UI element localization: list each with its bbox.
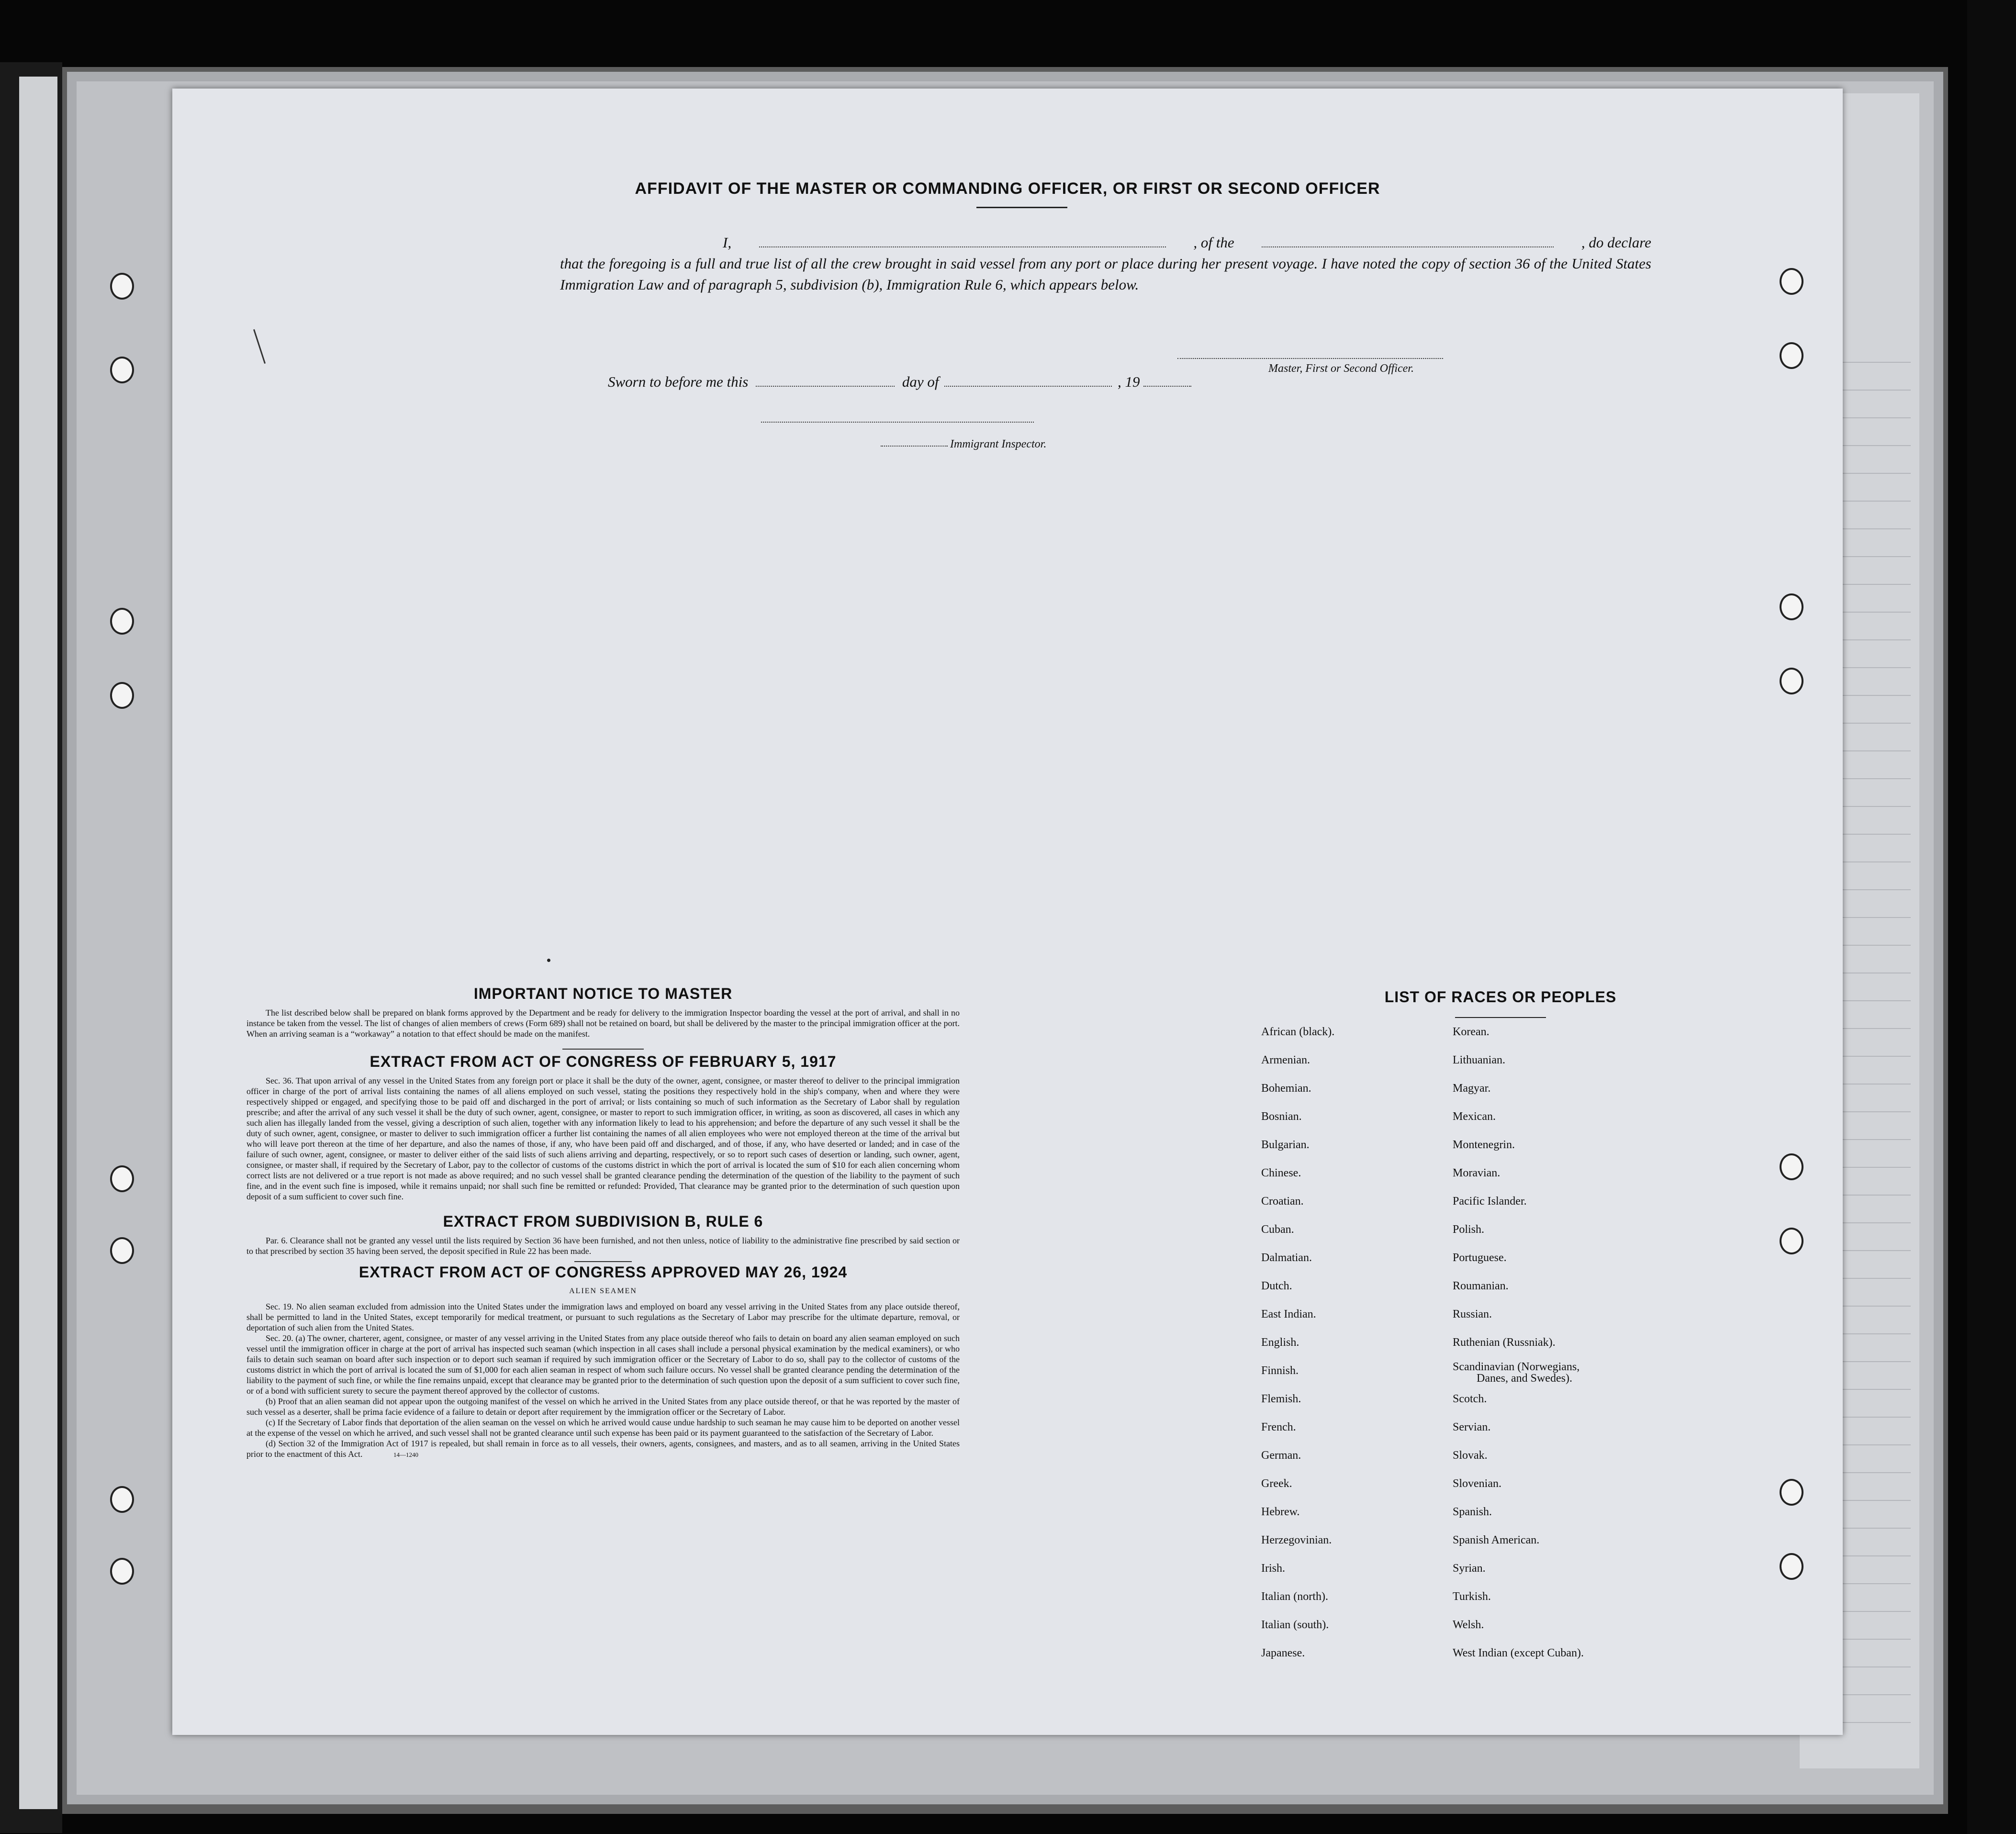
sworn-year-blank xyxy=(1143,382,1191,387)
race-item: Korean. xyxy=(1453,1026,1490,1038)
punch-hole-icon xyxy=(110,1558,134,1585)
race-item: Roumanian. xyxy=(1453,1280,1509,1292)
sworn-prefix: Sworn to before me this xyxy=(608,373,749,390)
race-item: Slovenian. xyxy=(1453,1477,1501,1490)
extract-1924-paragraph xyxy=(246,1438,960,1460)
race-item: English. xyxy=(1261,1336,1299,1349)
stray-pen-mark xyxy=(253,326,276,364)
notice-text: The list described below shall be prepared on blank forms approved by the Department and be ready for delivery to the immigration Inspector boarding the vessel at the port of arrival, and shall in no instance be taken from the vessel. The list of changes of alien members of crews (Form 689) shall not be retained on board, but shall be delivered by the master to the principal immigration officer at the port. When an arriving seaman is a “workaway” a notation to that effect should be made on the manifest. xyxy=(246,1008,960,1039)
race-item: Magyar. xyxy=(1453,1082,1491,1095)
sworn-year: , 19 xyxy=(1117,373,1140,390)
punch-hole-icon xyxy=(1780,668,1803,694)
manifest-page xyxy=(172,89,1843,1735)
punch-hole-icon xyxy=(1780,593,1803,620)
affidavit-body xyxy=(560,232,1651,295)
extract-1924-paragraph: (b) Proof that an alien seaman did not appear upon the outgoing manifest of the vessel on which he arrived in the United States from any place outside thereof, or that he was reported by the master of such vessel as a deserter, shall be prima facie evidence of a failure to detain or deport after requirement by the immigration officer or the Secretary of Labor. xyxy=(246,1397,960,1417)
race-item: Dutch. xyxy=(1261,1280,1292,1292)
race-item: Mexican. xyxy=(1453,1110,1496,1123)
race-item-continuation: Danes, and Swedes). xyxy=(1477,1372,1572,1385)
extract-rule6-text: Par. 6. Clearance shall not be granted any vessel until the lists required by Section 36 have been furnished, and not then unless, notice of liability to the administrative fine prescribed by said section or to that prescribed by section 35 having been served, the deposit specified in Rule 22 has been made. xyxy=(246,1236,960,1256)
race-item: Bohemian. xyxy=(1261,1082,1311,1095)
race-item: Montenegrin. xyxy=(1453,1139,1515,1151)
declarant-prefix: I, xyxy=(723,234,732,251)
extract-1917-text: Sec. 36. That upon arrival of any vessel in the United States from any foreign port or place it shall be the duty of the owner, agent, consignee, or master thereof to deliver to the principal immigration officer in charge of the port of arrival lists containing the names of all aliens employed on such vessel, stating the positions they respectively hold in the ship's company, when and where they were respectively shipped or engaged, and specifying those to be paid off and discharged in the port of arrival; or lists containing so much of such information as the Secretary of Labor shall by regulation prescribe; and after the arrival of any such vessel it shall be the duty of such owner, agent, consignee, or master to report to such immigration officer, in writing, as soon as discovered, all cases in which any such alien has illegally landed from the vessel, giving a description of such alien, together with any information likely to lead to his apprehension; and before the departure of any such vessel it shall be the duty of such owner, agent, consignee, or master to deliver to such immigration officer a further list containing the names of all alien employees who were not employed thereon at the time of the arrival but who will leave port thereon at the time of her departure, and also the names of those, if any, who have been paid off and discharged, and of those, if any, who have deserted or landed; and in case of the failure of such owner, agent, consignee, or master to deliver either of the said lists of such aliens arriving and departing, respectively, or so to report such cases of desertion or landing, such owner, agent, consignee, or master shall, if required by the Secretary of Labor, pay to the collector of customs of the customs district in which the port of arrival is located the sum of $10 for each alien concerning whom correct lists are not delivered or a true report is not made as above required; and no such vessel shall be granted clearance pending the determination of the question of the liability to the payment of such fine, and in the event such fine is imposed, while it remains unpaid; nor shall such fine be remitted or refunded: Provided, That clearance may be granted prior to the determination of such question upon deposit of a sum sufficient to cover such fine. xyxy=(246,1076,960,1201)
race-item: Ruthenian (Russniak). xyxy=(1453,1336,1556,1349)
race-item: Herzegovinian. xyxy=(1261,1534,1332,1546)
section-divider xyxy=(562,1049,644,1050)
vessel-blank xyxy=(1262,243,1554,247)
race-item: Portuguese. xyxy=(1453,1252,1507,1264)
punch-hole-icon xyxy=(110,1237,134,1264)
race-item: Japanese. xyxy=(1261,1647,1305,1659)
notice-title: IMPORTANT NOTICE TO MASTER xyxy=(473,985,733,1002)
race-item: Irish. xyxy=(1261,1562,1285,1575)
extract-1924-title: EXTRACT FROM ACT OF CONGRESS APPROVED MAY 26, 1924 xyxy=(358,1264,848,1281)
race-item: African (black). xyxy=(1261,1026,1335,1038)
race-item: Slovak. xyxy=(1453,1449,1488,1462)
race-item: Greek. xyxy=(1261,1477,1292,1490)
punch-hole-icon xyxy=(110,1165,134,1192)
scan-border xyxy=(1967,0,2016,1834)
declare-label: , do declare xyxy=(1581,234,1651,251)
race-item: Servian. xyxy=(1453,1421,1491,1433)
alien-seamen-subtitle: ALIEN SEAMEN xyxy=(569,1287,637,1295)
stray-dot xyxy=(547,959,550,962)
signature-label: Master, First or Second Officer. xyxy=(1268,362,1414,375)
punch-hole-icon xyxy=(110,273,134,300)
section-divider xyxy=(574,1261,632,1262)
race-item: Cuban. xyxy=(1261,1223,1294,1236)
race-item: German. xyxy=(1261,1449,1301,1462)
punch-hole-icon xyxy=(110,1486,134,1513)
inspector-prefix-blank xyxy=(881,442,948,447)
punch-hole-icon xyxy=(110,608,134,635)
affidavit-title: AFFIDAVIT OF THE MASTER OR COMMANDING OFFICER, OR FIRST OR SECOND OFFICER xyxy=(635,179,1380,198)
extract-1924-paragraph: (c) If the Secretary of Labor finds that deportation of the alien seaman on the vessel on which he arrived would cause undue hardship to such seaman he may cause him to be deported on another vessel at the expense of the vessel on which he arrived, and such vessel shall not be granted clearance until such expense has been paid or its payment guaranteed to the satisfaction of the Secretary of Labor. xyxy=(246,1418,960,1438)
race-item: Croatian. xyxy=(1261,1195,1304,1208)
race-item: Welsh. xyxy=(1453,1619,1484,1631)
punch-hole-icon xyxy=(1780,1228,1803,1254)
race-item: West Indian (except Cuban). xyxy=(1453,1647,1584,1659)
race-item: French. xyxy=(1261,1421,1296,1433)
race-item: Spanish. xyxy=(1453,1506,1492,1518)
race-item: Dalmatian. xyxy=(1261,1252,1312,1264)
sworn-line xyxy=(608,373,1191,391)
punch-hole-icon xyxy=(1780,1153,1803,1180)
extract-1924-paragraph: Sec. 20. (a) The owner, charterer, agent, consignee, or master of any vessel arriving in the United States from any place outside thereof who fails to detain on board any alien seaman employed on such vessel until the immigration officer in charge at the port of arrival has inspected such seaman (which inspection in all cases shall include a personal physical examination by the medical examiners), or who fails to detain such seaman on board after such inspection or to deport such seaman if required by such immigration officer or the Secretary of Labor to do so, shall pay to the collector of customs of the customs district in which the port of arrival is located the sum of $1,000 for each alien seaman in respect of whom such failure occurs. No vessel shall be granted clearance pending the determination of the liability to the payment of such fine, or while the fine remains unpaid, except that clearance may be granted prior to the determination of such question upon the deposit of a sum sufficient to cover such fine, or of a bond with sufficient surety to secure the payment thereof approved by the collector of customs. xyxy=(246,1333,960,1396)
underlying-ruled-lines xyxy=(1838,335,1911,1723)
race-item: East Indian. xyxy=(1261,1308,1316,1320)
race-item: Italian (north). xyxy=(1261,1590,1328,1603)
extract-1924-paragraph-text: (d) Section 32 of the Immigration Act of 1917 is repealed, but shall remain in force as to all vessels, their owners, agents, consignees, and masters, and as to all seamen, arriving in the United States prior to the enactment of this Act. xyxy=(246,1439,960,1459)
race-item: Moravian. xyxy=(1453,1167,1501,1179)
punch-hole-icon xyxy=(110,682,134,709)
punch-hole-icon xyxy=(1780,342,1803,369)
extract-1924-paragraph: Sec. 19. No alien seaman excluded from admission into the United States under the immigration laws and employed on board any vessel arriving in the United States from any place outside thereof, shall be permitted to land in the United States, except temporarily for medical treatment, or pursuant to such regulations as the Secretary of Labor may prescribe for the ultimate departure, removal, or deportation of such alien from the United States. xyxy=(246,1302,960,1332)
race-item: Scotch. xyxy=(1453,1393,1487,1405)
sworn-day-of: day of xyxy=(902,373,939,390)
extract-1917-title: EXTRACT FROM ACT OF CONGRESS OF FEBRUARY 5, 1917 xyxy=(370,1053,837,1070)
race-item: Lithuanian. xyxy=(1453,1054,1505,1066)
declaration-line xyxy=(560,232,1651,253)
races-title-underline xyxy=(1455,1017,1546,1018)
signature-blank xyxy=(1177,354,1443,359)
inspector-signature-blank xyxy=(761,418,1034,423)
race-item: Armenian. xyxy=(1261,1054,1310,1066)
declaration-text: that the foregoing is a full and true list of all the crew brought in said vessel from any port or place during her present voyage. I have noted the copy of section 36 of the United States Immigration Law and of paragraph 5, subdivision (b), Immigration Rule 6, which appears below. xyxy=(560,255,1651,293)
race-item: Chinese. xyxy=(1261,1167,1301,1179)
race-item: Hebrew. xyxy=(1261,1506,1300,1518)
race-item: Flemish. xyxy=(1261,1393,1301,1405)
race-item: Syrian. xyxy=(1453,1562,1486,1575)
race-item: Polish. xyxy=(1453,1223,1485,1236)
punch-hole-icon xyxy=(110,357,134,383)
race-item: Finnish. xyxy=(1261,1364,1299,1377)
extract-rule6-title: EXTRACT FROM SUBDIVISION B, RULE 6 xyxy=(443,1213,763,1230)
punch-hole-icon xyxy=(1780,1553,1803,1580)
name-blank xyxy=(759,243,1166,247)
of-the-label: , of the xyxy=(1193,234,1234,251)
binder-page-edge xyxy=(19,77,57,1809)
race-item: Russian. xyxy=(1453,1308,1492,1320)
punch-hole-icon xyxy=(1780,1479,1803,1506)
punch-hole-icon xyxy=(1780,268,1803,295)
race-item: Pacific Islander. xyxy=(1453,1195,1527,1208)
race-item: Turkish. xyxy=(1453,1590,1491,1603)
sworn-month-blank xyxy=(944,382,1112,387)
race-item: Spanish American. xyxy=(1453,1534,1540,1546)
title-underline xyxy=(976,207,1067,208)
race-item: Bosnian. xyxy=(1261,1110,1302,1123)
form-number: 14—1240 xyxy=(393,1451,418,1458)
races-title: LIST OF RACES OR PEOPLES xyxy=(1384,988,1617,1006)
race-item: Scandinavian (Norwegians, xyxy=(1453,1361,1580,1373)
sworn-day-blank xyxy=(756,382,895,387)
inspector-label: Immigrant Inspector. xyxy=(950,438,1047,450)
race-item: Bulgarian. xyxy=(1261,1139,1310,1151)
race-item: Italian (south). xyxy=(1261,1619,1329,1631)
legal-notices xyxy=(246,985,960,1460)
